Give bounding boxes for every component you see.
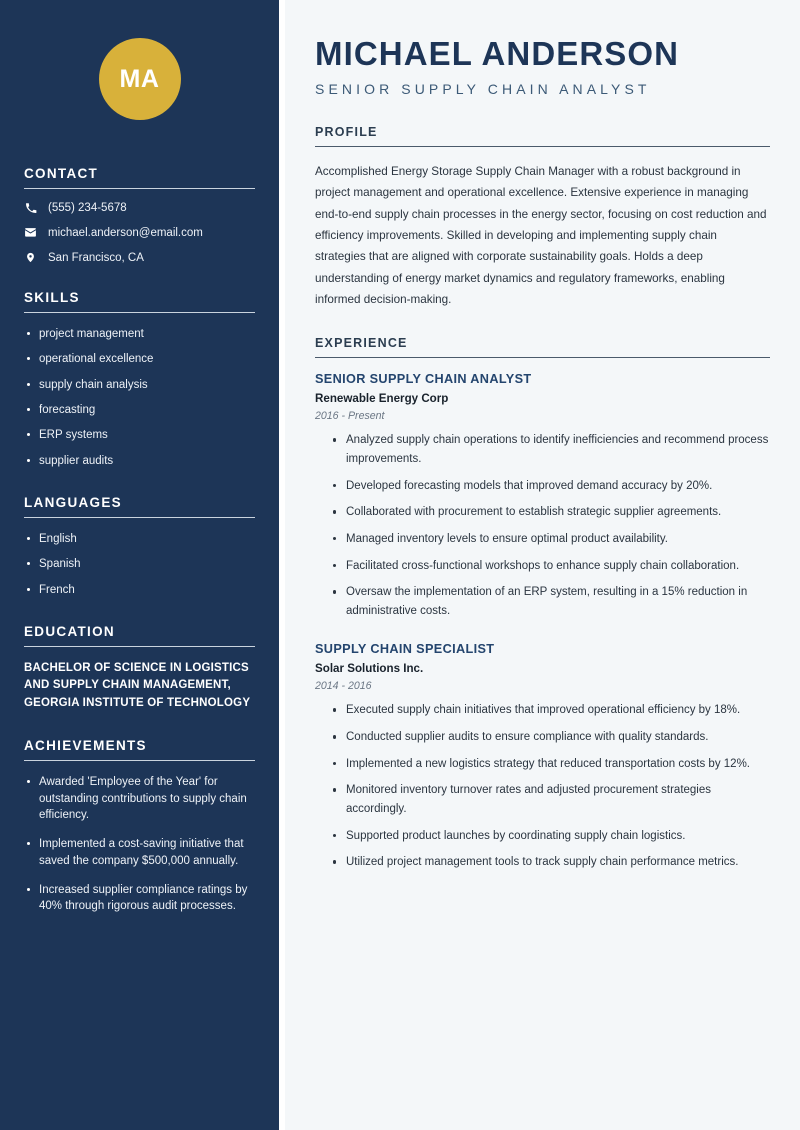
profile-text: Accomplished Energy Storage Supply Chain Manager with a robust background in project management and operational excellence. Extensive experience in managing end-to-end supply chain processes in the energy sector, focusing on cost reduction and efficiency improvements. Skilled in developing and implementing supply chain strategies that are aligned with corporate sustainability goals. Holds a deep understanding of energy market dynamics and regulatory frameworks, enabling informed decision-making. xyxy=(315,165,767,306)
contact-heading: CONTACT xyxy=(24,166,99,181)
languages-divider xyxy=(24,517,255,518)
list-item: Conducted supplier audits to ensure compliance with quality standards. xyxy=(331,728,770,747)
education-divider xyxy=(24,646,255,647)
main-section-profile xyxy=(315,125,770,310)
contact-divider xyxy=(24,188,255,189)
profile-divider xyxy=(315,146,770,147)
education-heading: EDUCATION xyxy=(24,623,115,639)
experience-heading: EXPERIENCE xyxy=(315,336,408,351)
list-item: Supported product launches by coordinating supply chain logistics. xyxy=(331,827,770,846)
page-title: MICHAEL ANDERSON xyxy=(315,35,680,72)
list-item: supplier audits xyxy=(24,453,255,469)
experience-entry xyxy=(315,372,770,620)
achievements-divider xyxy=(24,760,255,761)
skills-divider xyxy=(24,312,255,313)
experience-spacer xyxy=(315,628,770,642)
skills-heading: SKILLS xyxy=(24,290,80,305)
experience-job-title: SENIOR SUPPLY CHAIN ANALYST xyxy=(315,372,532,387)
list-item: Implemented a new logistics strategy that reduced transportation costs by 12%. xyxy=(331,755,770,774)
list-item: supply chain analysis xyxy=(24,377,255,393)
sidebar-section-skills xyxy=(24,290,255,469)
avatar-container xyxy=(24,0,255,166)
list-item: English xyxy=(24,531,255,547)
experience-company: Renewable Energy Corp xyxy=(315,392,449,406)
list-item: Implemented a cost-saving initiative that saved the company $500,000 annually. xyxy=(24,836,255,869)
avatar: MA xyxy=(99,38,181,120)
list-item: Developed forecasting models that improved demand accuracy by 20%. xyxy=(331,477,770,496)
profile-heading: PROFILE xyxy=(315,124,378,139)
list-item: project management xyxy=(24,326,255,342)
envelope-icon xyxy=(24,226,37,239)
contact-phone-value: (555) 234-5678 xyxy=(48,202,127,214)
list-item: Executed supply chain initiatives that improved operational efficiency by 18%. xyxy=(331,701,770,720)
sidebar-section-contact xyxy=(24,166,255,264)
achievements-list xyxy=(24,774,255,914)
contact-row-phone xyxy=(24,202,255,214)
sidebar-section-achievements xyxy=(24,738,255,914)
experience-divider xyxy=(315,357,770,358)
list-item: Collaborated with procurement to establish strategic supplier agreements. xyxy=(331,503,770,522)
languages-heading: LANGUAGES xyxy=(24,494,122,510)
contact-row-location xyxy=(24,251,255,264)
education-degree: BACHELOR OF SCIENCE IN LOGISTICS AND SUPPLY CHAIN MANAGEMENT, GEORGIA INSTITUTE OF TECHNOLOGY xyxy=(24,661,251,709)
list-item: Oversaw the implementation of an ERP system, resulting in a 15% reduction in administrative costs. xyxy=(331,583,770,620)
list-item: French xyxy=(24,582,255,598)
sidebar-section-education xyxy=(24,624,255,712)
experience-dates: 2014 - 2016 xyxy=(315,680,372,693)
map-pin-icon xyxy=(24,251,37,264)
list-item: Increased supplier compliance ratings by 40% through rigorous audit processes. xyxy=(24,882,255,915)
experience-entry xyxy=(315,642,770,871)
contact-email-value: michael.anderson@email.com xyxy=(48,226,203,239)
main-section-experience xyxy=(315,336,770,872)
experience-company: Solar Solutions Inc. xyxy=(315,662,424,676)
languages-list xyxy=(24,531,255,598)
contact-location-value: San Francisco, CA xyxy=(48,251,144,264)
main-content xyxy=(285,0,800,1130)
experience-bullet-list xyxy=(315,431,770,620)
sidebar-section-languages xyxy=(24,495,255,598)
list-item: forecasting xyxy=(24,402,255,418)
list-item: Monitored inventory turnover rates and adjusted procurement strategies accordingly. xyxy=(331,781,770,818)
job-role-subtitle: SENIOR SUPPLY CHAIN ANALYST xyxy=(315,80,651,97)
list-item: ERP systems xyxy=(24,427,255,443)
list-item: Awarded 'Employee of the Year' for outstanding contributions to supply chain efficiency. xyxy=(24,774,255,823)
experience-bullet-list xyxy=(315,701,770,871)
list-item: operational excellence xyxy=(24,351,255,367)
skills-list xyxy=(24,326,255,469)
list-item: Facilitated cross-functional workshops to enhance supply chain collaboration. xyxy=(331,557,770,576)
list-item: Analyzed supply chain operations to identify inefficiencies and recommend process improvements. xyxy=(331,431,770,468)
experience-job-title: SUPPLY CHAIN SPECIALIST xyxy=(315,642,495,657)
list-item: Utilized project management tools to track supply chain performance metrics. xyxy=(331,853,770,872)
contact-row-email xyxy=(24,226,255,239)
list-item: Spanish xyxy=(24,556,255,572)
list-item: Managed inventory levels to ensure optimal product availability. xyxy=(331,530,770,549)
phone-icon xyxy=(24,202,37,214)
achievements-heading: ACHIEVEMENTS xyxy=(24,738,147,754)
sidebar xyxy=(0,0,279,1130)
experience-dates: 2016 - Present xyxy=(315,410,385,423)
